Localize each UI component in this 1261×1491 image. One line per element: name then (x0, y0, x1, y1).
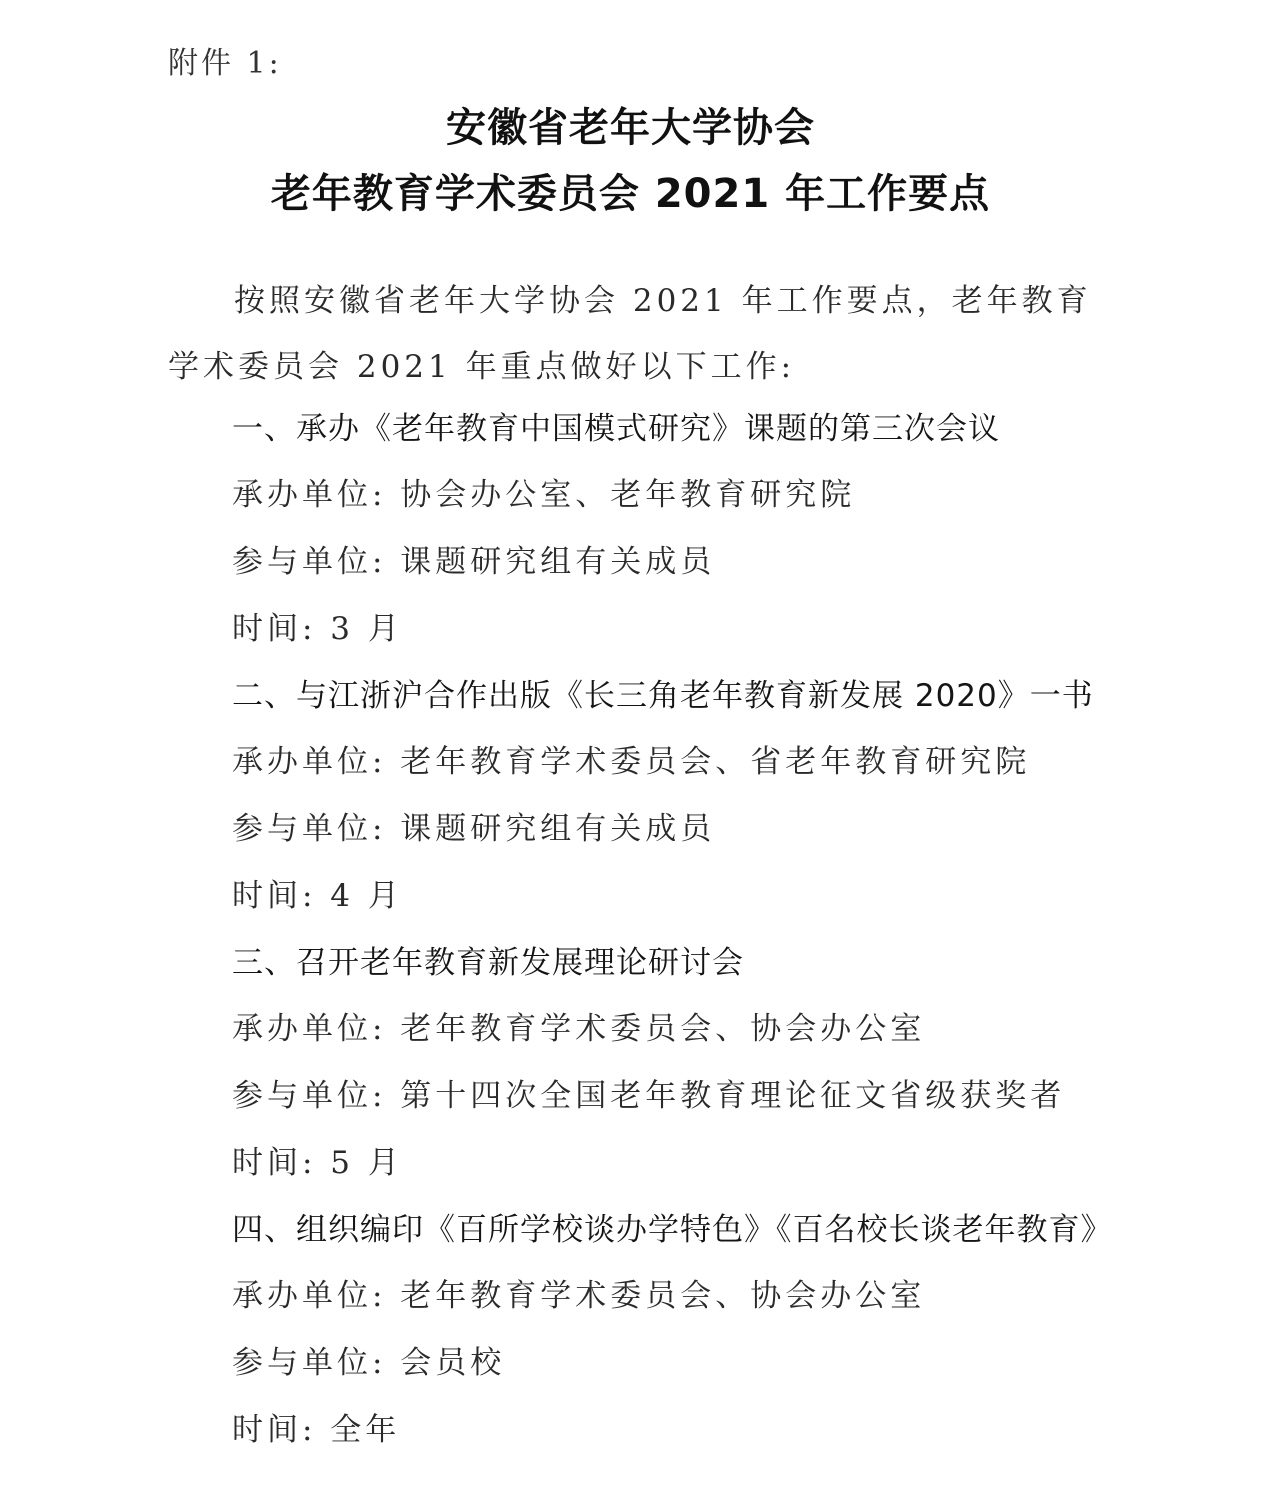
work-item-time: 时间: 全年 (232, 1412, 401, 1448)
intro-paragraph: 按照安徽省老年大学协会 2021 年工作要点，老年教育学术委员会 2021 年重点做好以下工作: (168, 283, 1092, 385)
work-item-host: 承办单位: 老年教育学术委员会、省老年教育研究院 (232, 744, 1031, 780)
document-title-line-1: 安徽省老年大学协会 (446, 105, 815, 151)
attachment-label: 附件 1: (168, 46, 282, 81)
work-item-heading: 四、组织编印《百所学校谈办学特色》《百名校长谈老年教育》 (232, 1212, 1113, 1248)
work-item-host: 承办单位: 老年教育学术委员会、协会办公室 (232, 1011, 926, 1047)
work-item-host: 承办单位: 老年教育学术委员会、协会办公室 (232, 1278, 926, 1314)
work-item-time: 时间: 4 月 (232, 878, 403, 914)
work-item-time: 时间: 5 月 (232, 1145, 403, 1181)
work-item-participants: 参与单位: 会员校 (232, 1345, 506, 1381)
work-item-1 (232, 396, 1132, 663)
work-item-4 (232, 1197, 1132, 1464)
work-item-heading: 三、召开老年教育新发展理论研讨会 (232, 945, 744, 981)
document-title-line-2: 老年教育学术委员会 2021 年工作要点 (270, 171, 991, 217)
work-item-participants: 参与单位: 第十四次全国老年教育理论征文省级获奖者 (232, 1078, 1066, 1114)
work-item-participants: 参与单位: 课题研究组有关成员 (232, 544, 716, 580)
work-item-participants: 参与单位: 课题研究组有关成员 (232, 811, 716, 847)
work-item-2 (232, 663, 1132, 930)
work-item-heading: 二、与江浙沪合作出版《长三角老年教育新发展 2020》一书 (232, 678, 1094, 714)
work-item-time: 时间: 3 月 (232, 611, 403, 647)
work-item-host: 承办单位: 协会办公室、老年教育研究院 (232, 477, 856, 513)
work-item-heading: 一、承办《老年教育中国模式研究》课题的第三次会议 (232, 411, 1000, 447)
work-item-3 (232, 930, 1132, 1197)
